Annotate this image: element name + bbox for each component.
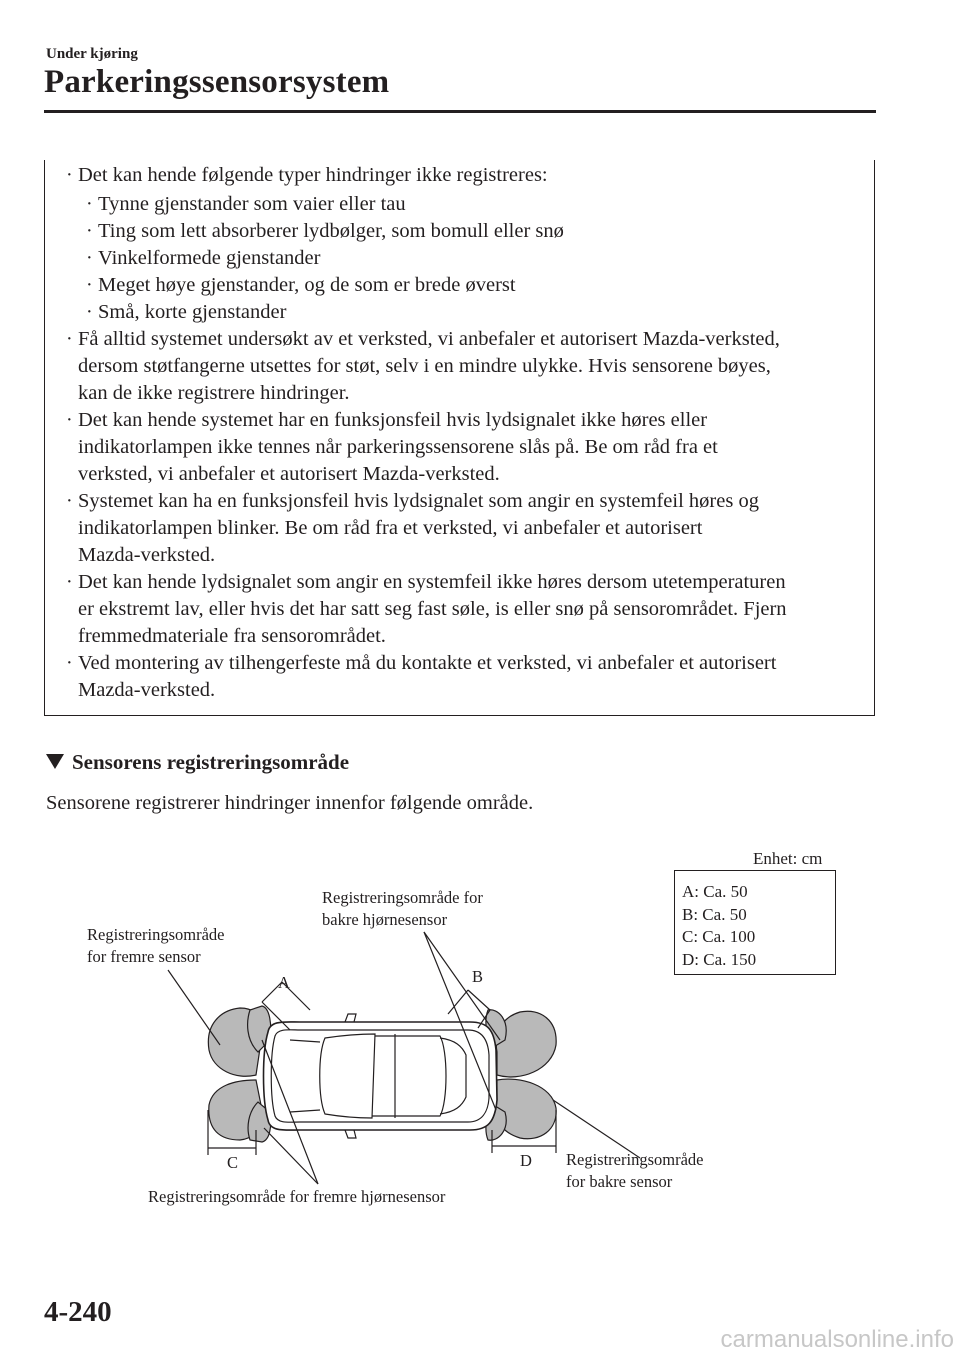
sub-bullet-line (86, 245, 321, 272)
bullet-text: Små, korte gjenstander (98, 301, 287, 323)
label-b: B (472, 967, 484, 986)
leader-front-corner-2 (264, 1128, 318, 1184)
bullet-text: indikatorlampen blinker. Be om råd fra et verksted, vi anbefaler et autorisert (78, 517, 703, 539)
bullet-text: er ekstremt lav, eller hvis det har satt seg fast søle, is eller snø på sensorområdet. Fjern (78, 598, 787, 620)
car-body (264, 1022, 498, 1130)
bullet-dot: · (86, 274, 93, 296)
front-corner-zone-upper (248, 1006, 271, 1052)
rear-window (440, 1038, 466, 1114)
bullet-line (78, 380, 350, 407)
label-c: C (227, 1153, 239, 1172)
bullet-text: Systemet kan ha en funksjonsfeil hvis lydsignalet som angir en systemfeil høres og (78, 490, 759, 512)
bullet-line (78, 515, 702, 542)
bullet-text: Mazda-verksted. (78, 679, 216, 701)
bullet-line (78, 542, 215, 569)
bullet-text: verksted, vi anbefaler et autorisert Mazda-verksted. (78, 463, 500, 485)
bullet-text: Ved montering av tilhengerfeste må du kontakte et verksted, vi anbefaler et autorisert (78, 652, 777, 674)
bullet-line (66, 407, 708, 434)
roof (372, 1036, 446, 1116)
bullet-text: Meget høye gjenstander, og de som er brede øverst (98, 274, 516, 296)
bullet-line (66, 488, 759, 515)
bullet-text: Tynne gjenstander som vaier eller tau (98, 193, 406, 215)
label-rear-sensor: Registreringsområde for bakre sensor (566, 1150, 704, 1191)
bullet-dot: · (66, 652, 73, 674)
watermark: carmanualsonline.info (720, 1326, 954, 1353)
rear-sensor-zone-lower (496, 1079, 556, 1139)
bullet-text: Ting som lett absorberer lydbølger, som bomull eller snø (98, 220, 564, 242)
rear-sensor-zone-upper (496, 1011, 556, 1077)
legend-a: A: Ca. 50 (682, 882, 748, 901)
page-number: 4-240 (44, 1296, 112, 1328)
sub-bullet-line (86, 272, 516, 299)
rear-corner-zone-upper (486, 1010, 506, 1048)
leader-front-sensor (168, 970, 220, 1045)
legend-d: D: Ca. 150 (682, 949, 757, 969)
subheading-text: Sensorens registreringsområde (72, 750, 350, 774)
rear-corner-zone-lower (486, 1104, 506, 1140)
title-rule (44, 110, 876, 113)
bullet-text: indikatorlampen ikke tennes når parkeringssensorene slås på. Be om råd fra et (78, 436, 718, 458)
subheading (46, 750, 349, 775)
bullet-text: Vinkelformede gjenstander (98, 247, 321, 269)
triangle-icon (46, 754, 64, 769)
bullet-dot: · (66, 328, 73, 350)
bullet-dot: · (66, 571, 73, 593)
sub-bullet-line (86, 191, 406, 218)
leader-rear-corner-1 (424, 932, 496, 1110)
bullet-line (66, 569, 786, 596)
unit-label: Enhet: cm (753, 849, 823, 868)
label-rear-corner: Registreringsområde for bakre hjørnesensor (322, 888, 483, 929)
bullet-dot: · (86, 220, 93, 242)
bullet-line (78, 461, 500, 488)
bullet-line (78, 353, 771, 380)
bullet-text: Det kan hende systemet har en funksjonsfeil hvis lydsignalet ikke høres eller (78, 409, 708, 431)
bullet-line (66, 162, 548, 189)
bullet-line (78, 434, 718, 461)
bullet-text: Det kan hende lydsignalet som angir en systemfeil ikke høres dersom utetemperaturen (78, 571, 786, 593)
dim-b-line (468, 990, 490, 1010)
bullet-line (78, 596, 787, 623)
legend-b: B: Ca. 50 (682, 904, 747, 924)
front-sensor-zone-upper (208, 1008, 262, 1076)
bullet-dot: · (86, 247, 93, 269)
legend-box (674, 870, 836, 975)
section-label: Under kjøring (46, 46, 138, 62)
bullet-line (66, 650, 777, 677)
legend-c: C: Ca. 100 (682, 927, 756, 946)
label-front-sensor: Registreringsområde for fremre sensor (87, 925, 225, 966)
caution-box (44, 160, 875, 716)
page-title: Parkeringssensorsystem (44, 64, 390, 100)
intro-text: Sensorene registrerer hindringer innenfor følgende område. (46, 792, 534, 814)
bullet-dot: · (86, 301, 93, 323)
label-d: D (520, 1151, 532, 1170)
bullet-line (66, 326, 780, 353)
windshield (320, 1034, 375, 1118)
bullet-text: Få alltid systemet undersøkt av et verksted, vi anbefaler et autorisert Mazda-verksted, (78, 328, 780, 350)
label-a: A (278, 973, 290, 992)
sub-bullet-line (86, 299, 287, 326)
leader-front-corner-1 (262, 1040, 318, 1184)
bullet-line (78, 623, 386, 650)
bullet-text: kan de ikke registrere hindringer. (78, 382, 350, 404)
bullet-text: fremmedmateriale fra sensorområdet. (78, 625, 386, 647)
bullet-dot: · (66, 490, 73, 512)
bullet-dot: · (66, 164, 73, 186)
label-front-corner: Registreringsområde for fremre hjørnesensor (148, 1187, 446, 1206)
front-sensor-zone-lower (209, 1080, 262, 1140)
bullet-dot: · (66, 409, 73, 431)
bullet-dot: · (86, 193, 93, 215)
front-corner-zone-lower (248, 1102, 271, 1142)
bullet-text: Mazda-verksted. (78, 544, 216, 566)
bullet-line (78, 677, 215, 704)
bullet-text: Det kan hende følgende typer hindringer ikke registreres: (78, 164, 548, 186)
leader-rear-corner-2 (424, 932, 500, 1040)
bullet-text: dersom støtfangerne utsettes for støt, selv i en mindre ulykke. Hvis sensorene bøyes, (78, 355, 771, 377)
sub-bullet-line (86, 218, 564, 245)
